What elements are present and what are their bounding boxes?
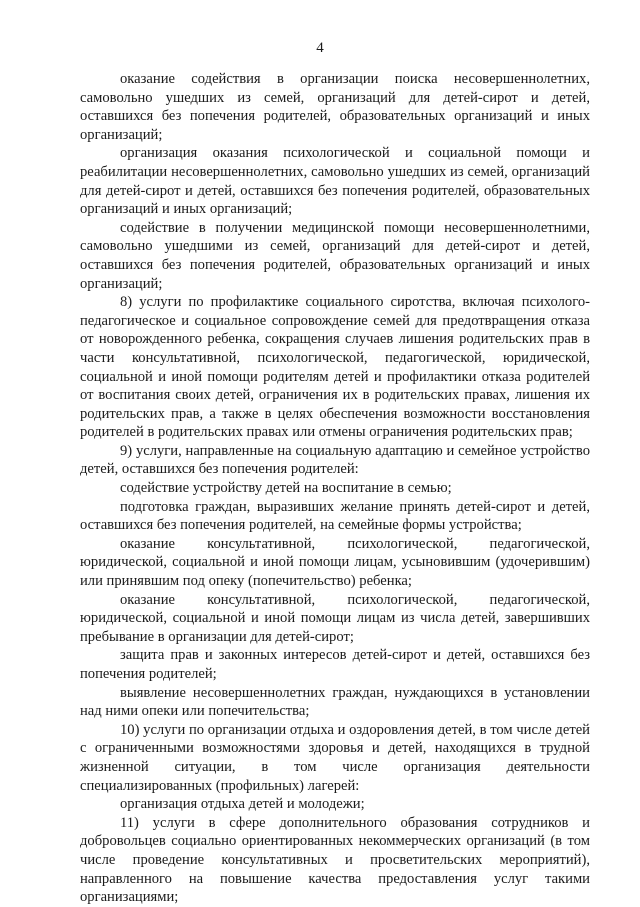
paragraph: 9) услуги, направленные на социальную адаптацию и семейное устройство детей, оставшихся без попечения родителей: — [80, 442, 590, 478]
page-number: 4 — [316, 40, 324, 56]
paragraph: подготовка граждан, выразивших желание принять детей-сирот и детей, оставшихся без попечения родителей, на семейные формы устройства; — [80, 498, 590, 534]
paragraph: выявление несовершеннолетних граждан, нуждающихся в установлении над ними опеки или попечительства; — [80, 684, 590, 720]
paragraph: организация отдыха детей и молодежи; — [120, 796, 365, 813]
paragraph: содействие устройству детей на воспитание в семью; — [120, 480, 452, 497]
paragraph: 11) услуги в сфере дополнительного образования сотрудников и добровольцев социально ориентированных некоммерческих организаций (в том числе проведение консультативных и просветительских мероприятий), направленного на повышение качества предоставления услуг такими организациями; — [80, 814, 590, 906]
paragraph: защита прав и законных интересов детей-сирот и детей, оставшихся без попечения родителей; — [80, 647, 590, 682]
paragraph: 10) услуги по организации отдыха и оздоровления детей, в том числе детей с ограниченными возможностями здоровья и детей, находящихся в трудной жизненной ситуации, в том числе организация деятельности специализированных (профильных) лагерей: — [80, 721, 590, 794]
paragraph: 8) услуги по профилактике социального сиротства, включая психолого-педагогическое и социальное сопровождение семей для предотвращения отказа от новорожденного ребенка, сокращения случаев лишения родительских прав в части консультативной, психологической, педагогической, юридической, социальной и иной помощи родителям детей и профилактики отказа родителей от воспитания своих детей, ограничения их в родительских правах, лишения их родительских прав, а также в целях обеспечения возможности восстановления родителей в родительских правах или отмены ограничения родительских прав; — [80, 294, 590, 441]
document-body — [80, 70, 590, 907]
paragraph: оказание консультативной, психологической, педагогической, юридической, социальной и иной помощи лицам, усыновившим (удочерившим) или принявшим под опеку (попечительство) ребенка; — [80, 535, 590, 590]
paragraph: оказание консультативной, психологической, педагогической, юридической, социальной и иной помощи лицам из числа детей, завершивших пребывание в организации для детей-сирот; — [80, 591, 590, 645]
paragraph: оказание содействия в организации поиска несовершеннолетних, самовольно ушедших из семей, организаций для детей-сирот и детей, оставшихся без попечения родителей, образовательных организаций и иных организаций; — [80, 71, 590, 143]
paragraph: содействие в получении медицинской помощи несовершеннолетними, самовольно ушедшими из семей, организаций для детей-сирот и детей, оставшихся без попечения родителей, образовательных организаций и иных организаций; — [80, 219, 590, 292]
paragraph: организация оказания психологической и социальной помощи и реабилитации несовершеннолетних, самовольно ушедших из семей, организаций для детей-сирот и детей, оставшихся без попечения родителей, образовательных организаций и иных организаций; — [80, 145, 590, 218]
